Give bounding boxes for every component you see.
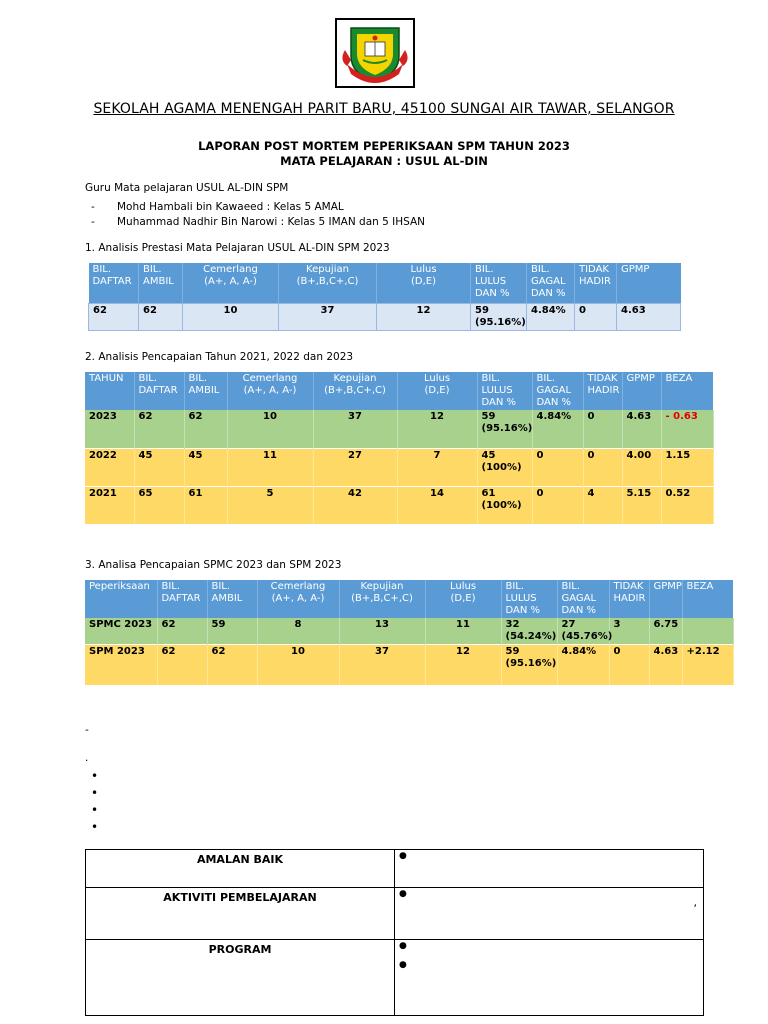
section2-heading: 2. Analisis Pencapaian Tahun 2021, 2022 dan 2023 [85, 351, 354, 363]
table-cell: 6.75 [649, 618, 682, 645]
table-cell: 59 (95.16%) [477, 410, 532, 448]
table-row [89, 303, 681, 330]
stray-mark: - [85, 724, 89, 736]
table-cell: 0.52 [661, 486, 713, 524]
table-cell: 10 [227, 410, 313, 448]
table-cell: - 0.63 [661, 410, 713, 448]
table-cell: 12 [397, 410, 477, 448]
teacher-item: Mohd Hambali bin Kawaeed : Kelas 5 AMAL [117, 201, 344, 213]
teacher-dash: - [91, 201, 95, 213]
table-cell: 59 [207, 618, 257, 645]
column-header: BIL. GAGAL DAN % [527, 263, 575, 303]
table-row [85, 448, 713, 486]
row-note: , [693, 896, 697, 909]
table-cell: 0 [532, 486, 583, 524]
bullet-icon: ● [399, 889, 407, 899]
table-cell: 37 [339, 645, 425, 685]
row-label-program: PROGRAM [86, 940, 395, 1016]
teachers-heading: Guru Mata pelajaran USUL AL-DIN SPM [85, 182, 289, 194]
analysis-table-2023 [88, 263, 681, 331]
column-header: Cemerlang (A+, A, A-) [227, 372, 313, 410]
table-cell: 8 [257, 618, 339, 645]
table-cell: 10 [183, 303, 279, 330]
column-header: BIL. AMBIL [139, 263, 183, 303]
table-cell: 4.63 [649, 645, 682, 685]
table-cell: 59 (95.16%) [471, 303, 527, 330]
column-header: GPMP [649, 580, 682, 618]
column-header: BIL. LULUS DAN % [501, 580, 557, 618]
table-cell: 42 [313, 486, 397, 524]
column-header: Cemerlang (A+, A, A-) [257, 580, 339, 618]
column-header: BIL. AMBIL [207, 580, 257, 618]
table-cell: 3 [609, 618, 649, 645]
school-logo [335, 18, 415, 88]
table-cell: 4.84% [532, 410, 583, 448]
school-name: SEKOLAH AGAMA MENENGAH PARIT BARU, 45100 SUNGAI AIR TAWAR, SELANGOR [93, 101, 675, 117]
column-header: GPMP [617, 263, 681, 303]
table-cell: 12 [425, 645, 501, 685]
column-header: TIDAK HADIR [609, 580, 649, 618]
teacher-dash: - [91, 216, 95, 228]
column-header: BIL. AMBIL [184, 372, 227, 410]
column-header: TIDAK HADIR [583, 372, 622, 410]
column-header: BIL. GAGAL DAN % [532, 372, 583, 410]
bullet-icon: ● [399, 941, 407, 951]
spmc-spm-table [85, 580, 734, 685]
table-cell: 0 [532, 448, 583, 486]
column-header: TIDAK HADIR [575, 263, 617, 303]
table-row [86, 888, 704, 940]
bullet-icon: ● [399, 960, 407, 970]
table-cell: 2021 [85, 486, 134, 524]
section3-heading: 3. Analisa Pencapaian SPMC 2023 dan SPM 2023 [85, 559, 342, 571]
bullet-icon: • [91, 769, 99, 783]
table-row [85, 645, 733, 685]
table-cell: 32 (54.24%) [501, 618, 557, 645]
column-header: BIL. GAGAL DAN % [557, 580, 609, 618]
row-content [395, 850, 704, 888]
column-header: BIL. LULUS DAN % [477, 372, 532, 410]
bullet-icon: ● [399, 851, 407, 861]
table-header-row [85, 580, 733, 618]
row-content [395, 940, 704, 1016]
column-header: TAHUN [85, 372, 134, 410]
column-header: Peperiksaan [85, 580, 157, 618]
table-cell: 37 [279, 303, 377, 330]
table-cell: 45 [184, 448, 227, 486]
table-cell: 65 [134, 486, 184, 524]
table-row [86, 940, 704, 1016]
bullet-icon: • [91, 803, 99, 817]
table-cell: 37 [313, 410, 397, 448]
column-header: Kepujian (B+,B,C+,C) [339, 580, 425, 618]
column-header: BEZA [661, 372, 713, 410]
table-row [85, 410, 713, 448]
table-cell: 61 [184, 486, 227, 524]
table-header-row [85, 372, 713, 410]
column-header: Cemerlang (A+, A, A-) [183, 263, 279, 303]
table-cell: SPM 2023 [85, 645, 157, 685]
table-cell: 5.15 [622, 486, 661, 524]
school-crest-icon [337, 20, 413, 86]
table-cell: SPMC 2023 [85, 618, 157, 645]
table-cell: 61 (100%) [477, 486, 532, 524]
table-cell: 13 [339, 618, 425, 645]
table-cell [682, 618, 733, 645]
table-cell: 62 [207, 645, 257, 685]
table-cell: 27 [313, 448, 397, 486]
table-cell: 4.63 [617, 303, 681, 330]
achievement-table-years [85, 372, 714, 524]
table-cell: 2022 [85, 448, 134, 486]
column-header: Kepujian (B+,B,C+,C) [279, 263, 377, 303]
row-label-aktiviti: AKTIVITI PEMBELAJARAN [86, 888, 395, 940]
table-cell: 0 [575, 303, 617, 330]
table-cell: 5 [227, 486, 313, 524]
column-header: BIL. LULUS DAN % [471, 263, 527, 303]
table-cell: 4.00 [622, 448, 661, 486]
column-header: GPMP [622, 372, 661, 410]
column-header: BIL. DAFTAR [89, 263, 139, 303]
table-cell: 27 (45.76%) [557, 618, 609, 645]
bullet-icon: • [91, 820, 99, 834]
table-cell: 4.84% [527, 303, 575, 330]
column-header: Kepujian (B+,B,C+,C) [313, 372, 397, 410]
table-cell: 62 [157, 618, 207, 645]
table-cell: 4.63 [622, 410, 661, 448]
table-cell: 62 [139, 303, 183, 330]
row-label-amalan-baik: AMALAN BAIK [86, 850, 395, 888]
table-cell: 45 [134, 448, 184, 486]
column-header: Lulus (D,E) [397, 372, 477, 410]
table-cell: 0 [583, 410, 622, 448]
row-content [395, 888, 704, 940]
table-cell: 59 (95.16%) [501, 645, 557, 685]
table-cell: +2.12 [682, 645, 733, 685]
table-cell: 1.15 [661, 448, 713, 486]
column-header: Lulus (D,E) [425, 580, 501, 618]
table-row [85, 618, 733, 645]
table-cell: 4 [583, 486, 622, 524]
table-cell: 10 [257, 645, 339, 685]
table-cell: 62 [184, 410, 227, 448]
table-cell: 11 [425, 618, 501, 645]
report-title: LAPORAN POST MORTEM PEPERIKSAAN SPM TAHUN 2023 [198, 139, 570, 153]
table-cell: 0 [609, 645, 649, 685]
table-cell: 45 (100%) [477, 448, 532, 486]
table-cell: 11 [227, 448, 313, 486]
table-cell: 62 [89, 303, 139, 330]
column-header: BIL. DAFTAR [157, 580, 207, 618]
table-header-row [89, 263, 681, 303]
table-cell: 4.84% [557, 645, 609, 685]
column-header: Lulus (D,E) [377, 263, 471, 303]
column-header: BEZA [682, 580, 733, 618]
teacher-item: Muhammad Nadhir Bin Narowi : Kelas 5 IMAN dan 5 IHSAN [117, 216, 426, 228]
table-cell: 7 [397, 448, 477, 486]
subject-title: MATA PELAJARAN : USUL AL-DIN [280, 154, 488, 168]
table-cell: 62 [157, 645, 207, 685]
section1-heading: 1. Analisis Prestasi Mata Pelajaran USUL AL-DIN SPM 2023 [85, 242, 390, 254]
table-row [85, 486, 713, 524]
table-row [86, 850, 704, 888]
table-cell: 0 [583, 448, 622, 486]
stray-mark: . [85, 752, 89, 764]
bullet-icon: • [91, 786, 99, 800]
table-cell: 12 [377, 303, 471, 330]
practice-table [85, 849, 704, 1016]
table-cell: 2023 [85, 410, 134, 448]
column-header: BIL. DAFTAR [134, 372, 184, 410]
table-cell: 14 [397, 486, 477, 524]
table-cell: 62 [134, 410, 184, 448]
